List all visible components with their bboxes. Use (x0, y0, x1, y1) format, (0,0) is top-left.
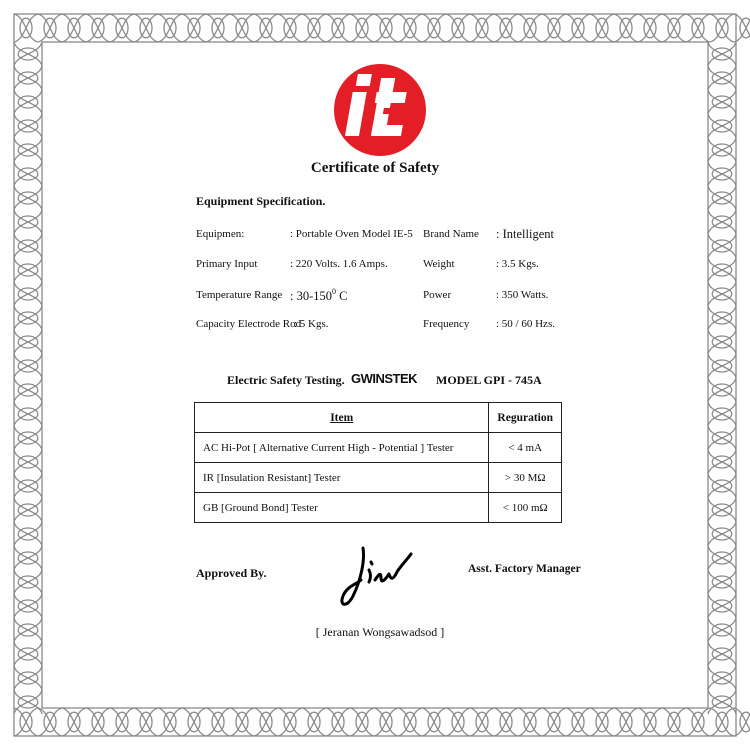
spec-value-brand: : Intelligent (496, 227, 554, 241)
spec-label-power: Power (423, 289, 452, 301)
spec-value-primary-input: : 220 Volts. 1.6 Amps. (290, 258, 388, 270)
table-row (195, 493, 562, 523)
table-row (195, 433, 562, 463)
spec-label-capacity: Capacity Electrode Rod (196, 318, 302, 330)
spec-label-brand: Brand Name (423, 228, 479, 240)
spec-label-temperature: Temperature Range (196, 289, 283, 301)
signer-name: [ Jeranan Wongsawadsod ] (315, 625, 445, 639)
handwritten-signature (335, 540, 415, 612)
certificate-title: Certificate of Safety (310, 160, 440, 176)
table-header-item: Item (195, 403, 489, 433)
test-table (194, 402, 562, 523)
signer-position: Asst. Factory Manager (468, 563, 581, 575)
table-cell-value: > 30 MΩ (489, 463, 562, 493)
table-cell-value: < 4 mA (489, 433, 562, 463)
table-cell-item: AC Hi-Pot [ Alternative Current High - Potential ] Tester (195, 433, 489, 463)
spec-value-frequency: : 50 / 60 Hzs. (496, 318, 555, 330)
table-row (195, 463, 562, 493)
spec-value-capacity: : 5 Kgs. (294, 318, 329, 330)
table-cell-value: < 100 mΩ (489, 493, 562, 523)
gwinstek-logo: GWINSTEK (351, 371, 418, 386)
section-title: Equipment Specification. (196, 194, 326, 208)
spec-value-weight: : 3.5 Kgs. (496, 258, 539, 270)
testing-label: Electric Safety Testing. (227, 373, 345, 387)
spec-value-temperature: : $30-150^0$ C (290, 287, 348, 304)
testing-model: MODEL GPI - 745A (436, 373, 542, 387)
spec-label-primary-input: Primary Input (196, 258, 258, 270)
approved-by-label: Approved By. (196, 566, 267, 580)
table-cell-item: GB [Ground Bond] Tester (195, 493, 489, 523)
spec-label-weight: Weight (423, 258, 455, 270)
spec-value-equipment: : Portable Oven Model IE-5 (290, 228, 413, 240)
spec-value-power: : 350 Watts. (496, 289, 549, 301)
table-header-regulation: Reguration (489, 403, 562, 433)
spec-label-frequency: Frequency (423, 318, 470, 330)
spec-label-equipment: Equipmen: (196, 228, 245, 240)
table-cell-item: IR [Insulation Resistant] Tester (195, 463, 489, 493)
table-header-row (195, 403, 562, 433)
it-logo (332, 62, 428, 158)
